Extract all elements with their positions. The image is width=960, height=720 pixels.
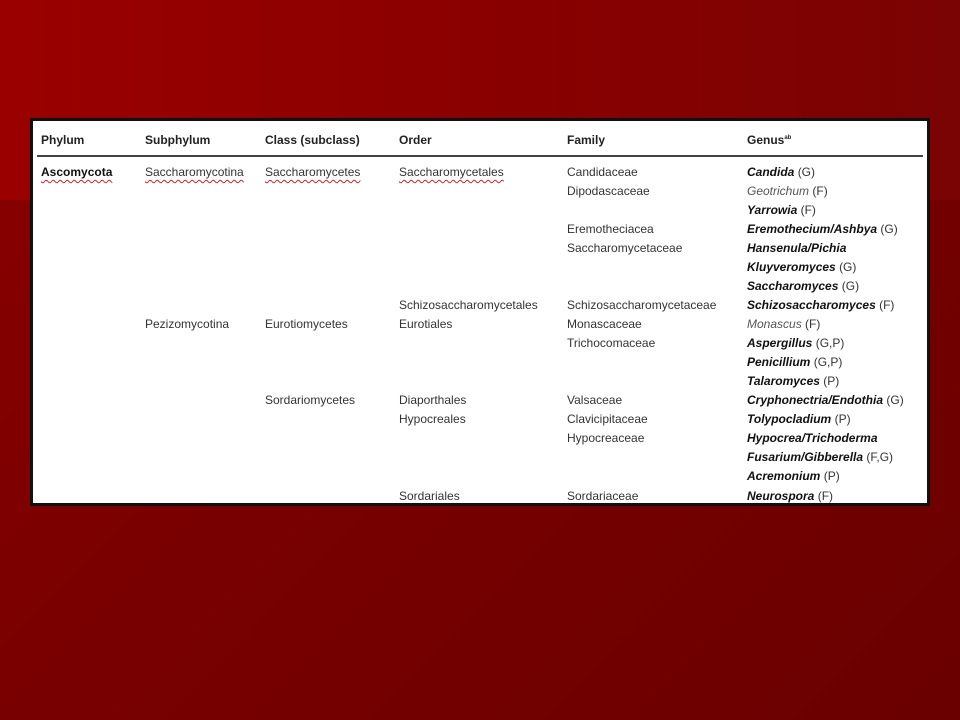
cell-class: Saccharomycetes: [265, 165, 361, 179]
genus-code: (F): [879, 298, 895, 312]
cell-family: [567, 165, 638, 179]
header-phylum: Phylum: [41, 133, 85, 147]
cell-family: Sordariaceae: [567, 489, 639, 503]
genus-name: Talaromyces: [747, 374, 820, 388]
genus-code: (F,G): [866, 450, 894, 464]
cell-order: Hypocreales: [399, 412, 466, 426]
genus-name: Neurospora: [747, 489, 815, 503]
header-class: Class (subclass): [265, 133, 360, 147]
cell-phylum: Ascomycota: [41, 165, 113, 179]
genus-name: Geotrichum: [747, 184, 810, 198]
cell-class: Sordariomycetes: [265, 393, 356, 407]
cell-order: Eurotiales: [399, 317, 453, 331]
taxonomy-table: [30, 118, 930, 506]
header-genus-footnote: ab: [784, 135, 792, 141]
header-order: Order: [399, 133, 432, 147]
cell-genus: [747, 412, 851, 426]
genus-name: Aspergillus: [747, 336, 813, 350]
genus-code: (G): [886, 393, 904, 407]
cell-genus: [747, 260, 856, 274]
cell-genus: [747, 393, 904, 407]
cell-subphylum: Saccharomycotina: [145, 165, 244, 179]
header-genus: [747, 133, 791, 147]
cell-genus: [747, 279, 859, 293]
cell-genus: [747, 317, 820, 331]
genus-name: Schizosaccharomyces: [747, 298, 876, 312]
header-family: Family: [567, 133, 606, 147]
genus-name: Eremothecium/Ashbya: [747, 222, 878, 236]
cell-genus: [747, 489, 833, 503]
genus-name: Hypocrea/Trichoderma: [747, 431, 878, 445]
cell-family: Dipodascaceae: [567, 184, 650, 198]
cell-genus: [747, 336, 844, 350]
genus-code: (G): [839, 260, 857, 274]
genus-name: Kluyveromyces: [747, 260, 836, 274]
cell-genus: [747, 203, 816, 217]
genus-name: Acremonium: [747, 469, 821, 483]
cell-genus: [747, 355, 842, 369]
genus-code: (F): [800, 203, 816, 217]
cell-genus: [747, 374, 839, 388]
genus-code: (G,P): [815, 336, 845, 350]
table-header: [37, 125, 923, 157]
header-subphylum: Subphylum: [145, 133, 211, 147]
cell-order: Schizosaccharomycetales: [399, 298, 538, 312]
genus-code: (F): [817, 489, 834, 503]
genus-name: Tolypocladium: [747, 412, 832, 426]
cell-genus: [747, 165, 815, 179]
genus-code: (G): [880, 222, 898, 236]
cell-family: Trichocomaceae: [567, 336, 656, 350]
genus-code: (G): [797, 165, 816, 179]
genus-code: (P): [834, 412, 851, 426]
cell-order: Saccharomycetales: [399, 165, 504, 179]
cell-genus: [747, 450, 893, 464]
genus-code: (P): [823, 374, 840, 388]
cell-subphylum: Pezizomycotina: [145, 317, 230, 331]
cell-family: Monascaceae: [567, 317, 642, 331]
genus-code: (P): [823, 469, 840, 483]
header-genus-label: Genus: [747, 133, 785, 147]
genus-code: (F): [805, 317, 821, 331]
genus-code: (F): [812, 184, 828, 198]
genus-name: Candida: [747, 165, 795, 179]
genus-code: (G): [841, 279, 860, 293]
cell-genus: [747, 298, 894, 312]
genus-code: (G,P): [813, 355, 843, 369]
cell-genus: [747, 241, 846, 255]
cell-genus: [747, 469, 840, 483]
genus-name: Monascus: [747, 317, 802, 331]
genus-name: Hansenula/Pichia: [747, 241, 847, 255]
genus-name: Fusarium/Gibberella: [747, 450, 864, 464]
cell-genus: [747, 184, 828, 198]
genus-name: Saccharomyces: [747, 279, 839, 293]
genus-name: Penicillium: [747, 355, 811, 369]
cell-genus: [747, 222, 898, 236]
cell-order: Sordariales: [399, 489, 460, 503]
genus-name: Yarrowia: [747, 203, 798, 217]
cell-family: Hypocreaceae: [567, 431, 645, 445]
cell-family: Clavicipitaceae: [567, 412, 648, 426]
cell-order: Diaporthales: [399, 393, 467, 407]
cell-family: Schizosaccharomycetaceae: [567, 298, 717, 312]
cell-family: Eremotheciacea: [567, 222, 654, 236]
cell-class: Eurotiomycetes: [265, 317, 348, 331]
cell-family: Valsaceae: [567, 393, 623, 407]
cell-family: Saccharomycetaceae: [567, 241, 683, 255]
cell-genus: [747, 431, 878, 445]
cell-family-text: Candidaceae: [567, 165, 638, 179]
genus-name: Cryphonectria/Endothia: [747, 393, 884, 407]
